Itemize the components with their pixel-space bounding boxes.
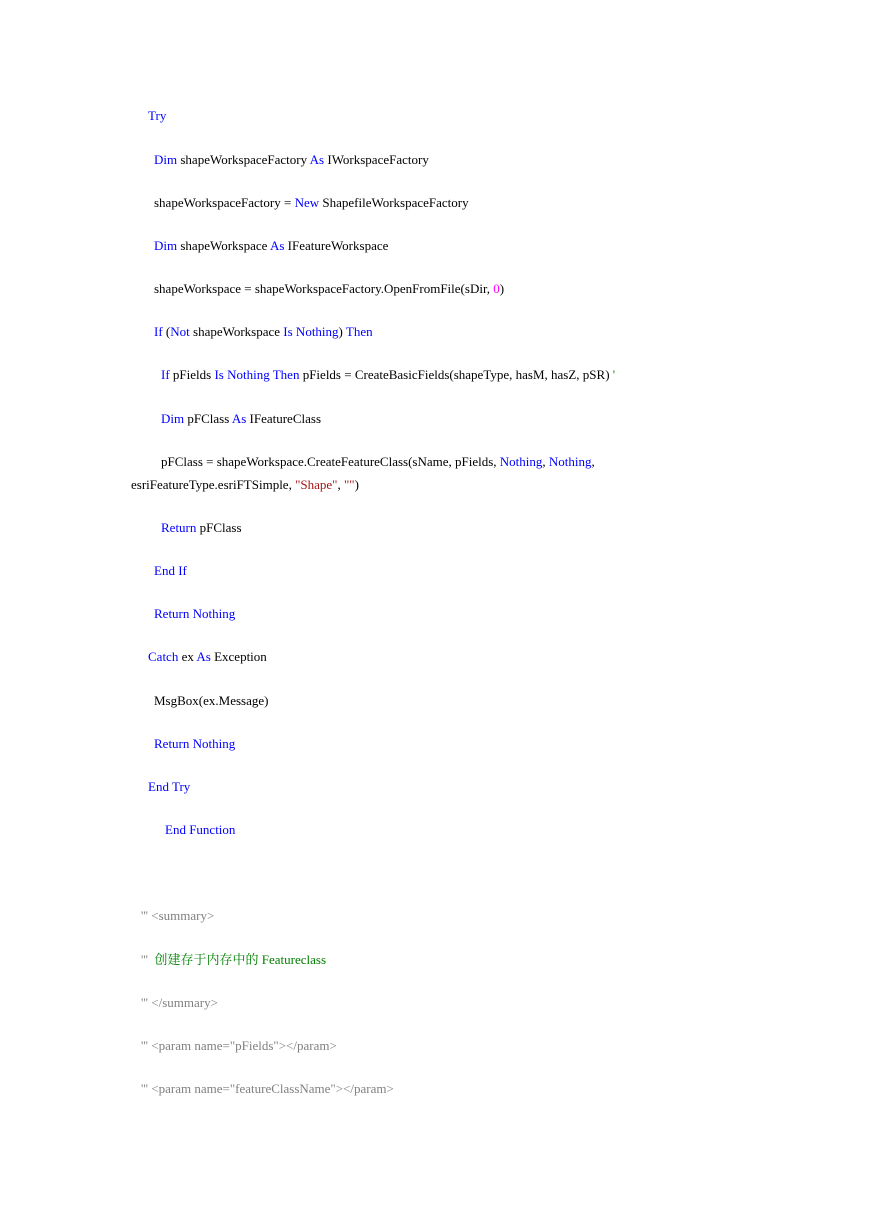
code-line	[154, 693, 268, 709]
code-line	[161, 411, 321, 427]
string-literal: ""	[343, 477, 355, 492]
xml-doc-comment: <param name="pFields"></param>	[151, 1038, 337, 1053]
keyword-token: Is Nothing	[283, 324, 339, 339]
code-line	[148, 649, 267, 665]
keyword-token: Dim	[154, 238, 178, 253]
code-text: ShapefileWorkspaceFactory	[319, 195, 469, 210]
string-literal: "Shape"	[295, 477, 338, 492]
keyword-token: Catch	[148, 649, 179, 664]
code-text: IFeatureClass	[246, 411, 321, 426]
keyword-token: If	[161, 367, 170, 382]
code-text: esriFeatureType.esriFTSimple,	[131, 477, 296, 492]
code-line	[154, 563, 187, 579]
code-text: IFeatureWorkspace	[284, 238, 389, 253]
code-line	[148, 779, 190, 795]
code-text: pFClass = shapeWorkspace.CreateFeatureClass(sName, pFields,	[161, 454, 500, 469]
xml-doc-comment: '''	[141, 952, 152, 967]
code-text: pFClass	[196, 520, 242, 535]
keyword-token: If	[154, 324, 163, 339]
code-text: Exception	[210, 649, 267, 664]
xml-doc-comment: <summary>	[151, 908, 215, 923]
keyword-token: New	[294, 195, 320, 210]
code-text: ,	[337, 477, 344, 492]
code-line	[165, 822, 235, 838]
code-line	[141, 995, 218, 1011]
keyword-token: Try	[148, 108, 167, 123]
code-text: pFields = CreateBasicFields(shapeType, hasM, hasZ, pSR)	[299, 367, 613, 382]
code-line	[161, 367, 615, 383]
code-line	[141, 1081, 394, 1097]
comment-text: '	[612, 367, 616, 382]
xml-doc-comment: '''	[141, 1038, 152, 1053]
code-text: ,	[591, 454, 595, 469]
keyword-token: Nothing	[499, 454, 543, 469]
code-line	[154, 152, 429, 168]
xml-doc-comment: <param name="featureClassName"></param>	[151, 1081, 394, 1096]
keyword-token: End If	[154, 563, 187, 578]
keyword-token: As	[309, 152, 325, 167]
code-line	[154, 238, 388, 254]
xml-doc-comment: </summary>	[151, 995, 218, 1010]
code-line	[154, 281, 504, 297]
code-text: MsgBox(ex.Message)	[154, 693, 269, 708]
code-text: shapeWorkspace	[177, 238, 270, 253]
code-text: shapeWorkspaceFactory =	[154, 195, 295, 210]
keyword-token: Return Nothing	[154, 606, 236, 621]
keyword-token: Return Nothing	[154, 736, 236, 751]
code-line	[161, 454, 595, 470]
keyword-token: Dim	[161, 411, 185, 426]
code-text: )	[354, 477, 359, 492]
keyword-token: As	[231, 411, 247, 426]
keyword-token: Not	[170, 324, 190, 339]
number-literal: 0	[493, 281, 500, 296]
code-text: ex	[178, 649, 197, 664]
keyword-token: Nothing	[548, 454, 592, 469]
code-text: pFields	[169, 367, 215, 382]
keyword-token: As	[196, 649, 211, 664]
code-text: pFClass	[184, 411, 232, 426]
code-line	[141, 908, 214, 924]
comment-text: 创建存于内存中的 Featureclass	[151, 952, 327, 967]
code-line	[154, 324, 373, 340]
code-line	[161, 520, 242, 536]
code-line	[141, 952, 326, 968]
keyword-token: Dim	[154, 152, 178, 167]
code-line	[141, 1038, 337, 1054]
code-text: shapeWorkspace	[189, 324, 284, 339]
keyword-token: End Try	[148, 779, 191, 794]
xml-doc-comment: '''	[141, 995, 152, 1010]
code-text: (	[162, 324, 171, 339]
code-line	[131, 477, 359, 493]
keyword-token: End Function	[165, 822, 236, 837]
code-text: )	[338, 324, 346, 339]
code-text: shapeWorkspace = shapeWorkspaceFactory.OpenFromFile(sDir,	[154, 281, 494, 296]
keyword-token: As	[269, 238, 285, 253]
xml-doc-comment: '''	[141, 1081, 152, 1096]
code-text: IWorkspaceFactory	[324, 152, 429, 167]
code-line	[154, 606, 235, 622]
keyword-token: Then	[345, 324, 373, 339]
code-text: shapeWorkspaceFactory	[177, 152, 310, 167]
keyword-token: Return	[161, 520, 197, 535]
code-text: )	[499, 281, 505, 296]
code-text: ,	[542, 454, 549, 469]
code-line	[154, 736, 235, 752]
code-line	[154, 195, 469, 211]
code-line	[148, 108, 166, 124]
keyword-token: Is Nothing Then	[214, 367, 300, 382]
xml-doc-comment: '''	[141, 908, 152, 923]
